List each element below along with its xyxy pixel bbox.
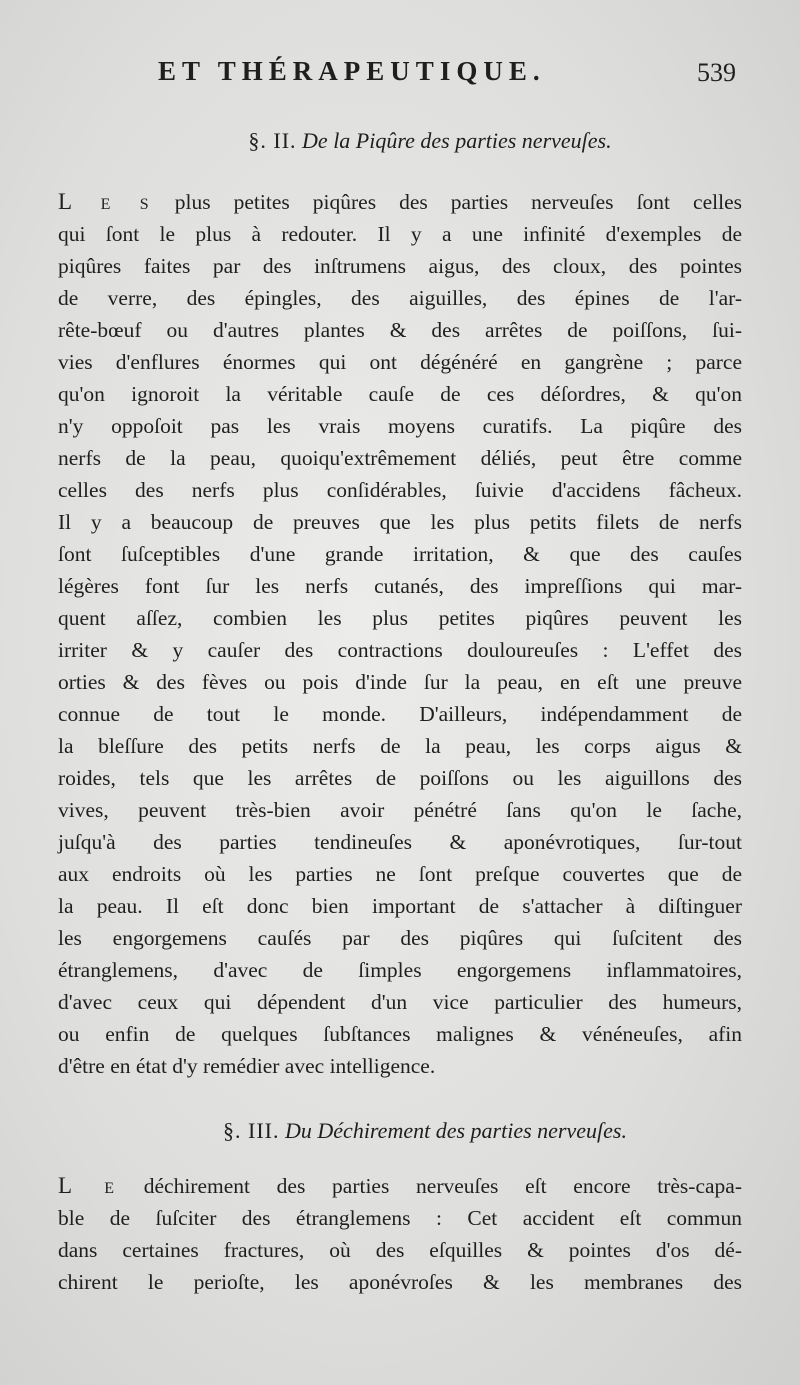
text-line: ble de ſuſciter des étranglemens : Cet accident eſt commun (58, 1206, 742, 1230)
page-number: 539 (697, 58, 736, 87)
running-head: ET THÉRAPEUTIQUE. (158, 56, 546, 86)
text-line: juſqu'à des parties tendineuſes & aponévrotiques, ſur-tout (58, 830, 742, 854)
text-line: roides, tels que les arrêtes de poiſſons ou les aiguillons des (58, 766, 742, 790)
text-line: Il y a beaucoup de preuves que les plus petits filets de nerfs (58, 510, 742, 534)
section-3-title: Du Déchirement des parties nerveuſes. (285, 1118, 627, 1143)
text-line: n'y oppoſoit pas les vrais moyens curatifs. La piqûre des (58, 414, 742, 438)
text-line: aux endroits où les parties ne ſont preſque couvertes que de (58, 862, 742, 886)
text-line: nerfs de la peau, quoiqu'extrêmement déliés, peut être comme (58, 446, 742, 470)
text-line: qu'on ignoroit la véritable cauſe de ces déſordres, & qu'on (58, 382, 742, 406)
page-header (158, 56, 760, 92)
text-line: orties & des fèves ou pois d'inde ſur la peau, en eſt une preuve (58, 670, 742, 694)
section-3-number: §. III. (223, 1118, 280, 1143)
section-2-heading (60, 128, 800, 154)
text-line: de verre, des épingles, des aiguilles, des épines de l'ar- (58, 286, 742, 310)
text-line: vies d'enflures énormes qui ont dégénéré en gangrène ; parce (58, 350, 742, 374)
text-line: piqûres faites par des inſtrumens aigus, des cloux, des pointes (58, 254, 742, 278)
section-2-title: De la Piqûre des parties nerveuſes. (302, 128, 612, 153)
section-3-paragraph (58, 1170, 742, 1298)
section-2-number: §. II. (248, 128, 297, 153)
text-line: les engorgemens cauſés par des piqûres qui ſuſcitent des (58, 926, 742, 950)
text-line: la peau. Il eſt donc bien important de s'attacher à diſtinguer (58, 894, 742, 918)
text-line: d'être en état d'y remédier avec intelligence. (58, 1054, 436, 1078)
text-line: rête-bœuf ou d'autres plantes & des arrêtes de poiſſons, ſui- (58, 318, 742, 342)
text-line: quent aſſez, combien les plus petites piqûres peuvent les (58, 606, 742, 630)
section-3-heading (50, 1118, 800, 1144)
text-line: qui ſont le plus à redouter. Il y a une infinité d'exemples de (58, 222, 742, 246)
line-text: plus petites piqûres des parties nerveuſes ſont celles (151, 190, 742, 214)
text-line: ſont ſuſceptibles d'une grande irritation, & que des cauſes (58, 542, 742, 566)
text-line: légères font ſur les nerfs cutanés, des impreſſions qui mar- (58, 574, 742, 598)
drop-lead: L e s (58, 189, 152, 214)
text-line: irriter & y cauſer des contractions douloureuſes : L'effet des (58, 638, 742, 662)
text-line: chirent le perioſte, les aponévroſes & les membranes des (58, 1270, 742, 1294)
text-line: connue de tout le monde. D'ailleurs, indépendamment de (58, 702, 742, 726)
text-line: d'avec ceux qui dépendent d'un vice particulier des humeurs, (58, 990, 742, 1014)
text-line: celles des nerfs plus conſidérables, ſuivie d'accidens fâcheux. (58, 478, 742, 502)
text-line: vives, peuvent très-bien avoir pénétré ſans qu'on le ſache, (58, 798, 742, 822)
text-line (58, 1170, 742, 1202)
text-line: étranglemens, d'avec de ſimples engorgemens inflammatoires, (58, 958, 742, 982)
text-line: ou enfin de quelques ſubſtances malignes & vénéneuſes, afin (58, 1022, 742, 1046)
drop-lead: L e (58, 1173, 118, 1198)
text-line: dans certaines fractures, où des eſquilles & pointes d'os dé- (58, 1238, 742, 1262)
text-line (58, 186, 742, 218)
text-line: la bleſſure des petits nerfs de la peau, les corps aigus & (58, 734, 742, 758)
section-2-paragraph (58, 186, 742, 1082)
line-text: déchirement des parties nerveuſes eſt encore très-capa- (117, 1174, 742, 1198)
